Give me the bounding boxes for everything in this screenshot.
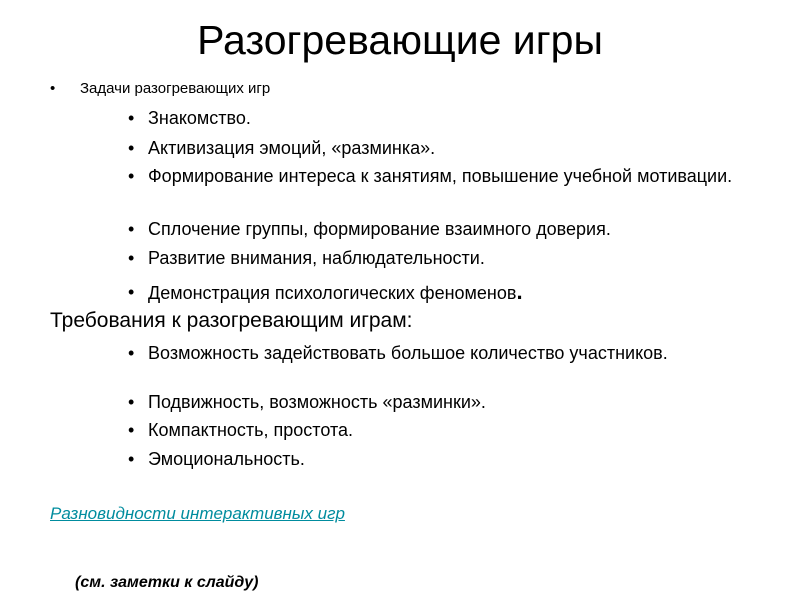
bullet: • [128, 420, 135, 440]
list-item-text: Знакомство. [148, 108, 251, 128]
list-item-text: Активизация эмоций, «разминка». [148, 138, 436, 158]
tasks-heading [50, 80, 270, 98]
requirements-heading: Требования к разогревающим играм: [50, 309, 413, 332]
list-item [128, 391, 668, 419]
slide-title: Разогревающие игры [197, 17, 603, 63]
tasks-heading-text: Задачи разогревающих игр [80, 80, 271, 97]
tasks-heading-bullet: • [50, 80, 56, 97]
bullet: • [128, 138, 135, 158]
interactive-games-link[interactable]: Разновидности интерактивных игр [50, 504, 345, 523]
list-item-text: Развитие внимания, наблюдательности. [148, 248, 485, 268]
list-item [128, 218, 732, 247]
list-item-end-dot: . [516, 279, 523, 304]
list-item-text: Формирование интереса к занятиям, повышение учебной мотивации. [148, 166, 733, 186]
list-item [128, 107, 732, 137]
list-item-text: Возможность задействовать большое количество участников. [148, 343, 668, 363]
bullet: • [128, 449, 135, 469]
bullet: • [128, 392, 135, 412]
list-item [128, 247, 732, 281]
slide-notes-hint: (см. заметки к слайду) [75, 574, 259, 591]
list-item [128, 419, 668, 448]
bullet: • [128, 108, 135, 128]
bullet: • [128, 219, 135, 239]
bullet: • [128, 248, 135, 268]
list-item-text: Компактность, простота. [148, 420, 354, 440]
requirements-list [128, 342, 668, 476]
list-item-text: Сплочение группы, формирование взаимного доверия. [148, 219, 611, 239]
list-item-text: Подвижность, возможность «разминки». [148, 392, 486, 412]
list-item [128, 448, 668, 476]
bullet: • [128, 166, 135, 186]
list-item [128, 342, 668, 391]
list-item-text: Демонстрация психологических феноменов [148, 283, 517, 303]
list-item [128, 137, 732, 165]
bullet: • [128, 282, 135, 302]
tasks-list [128, 107, 732, 311]
list-item-text: Эмоциональность. [148, 449, 305, 469]
bullet: • [128, 343, 135, 363]
list-item [128, 165, 732, 218]
